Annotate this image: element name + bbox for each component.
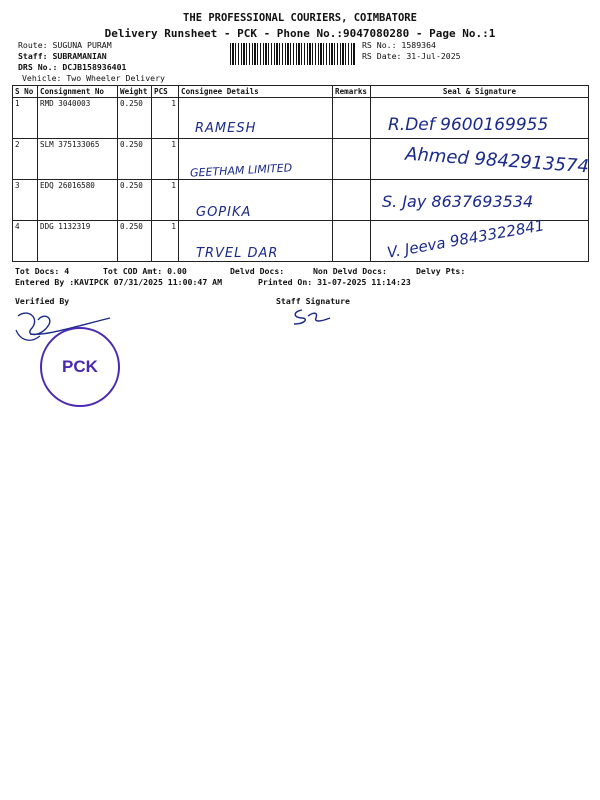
cell-remarks — [333, 98, 371, 139]
barcode — [230, 43, 356, 65]
cell-pcs: 1 — [152, 139, 179, 180]
runsheet-subtitle: Delivery Runsheet - PCK - Phone No.:9047080280 - Page No.:1 — [104, 27, 496, 40]
cell-consignment: DDG 1132319 — [38, 221, 118, 262]
staff-text: Staff: SUBRAMANIAN — [18, 51, 107, 61]
rs-number: RS No.: 1589364 — [362, 40, 436, 50]
handwritten-consignee: GEETHAM LIMITED — [189, 161, 293, 180]
pck-stamp — [40, 327, 120, 407]
cell-sno: 3 — [13, 180, 38, 221]
cell-pcs: 1 — [152, 180, 179, 221]
cell-weight: 0.250 — [118, 180, 152, 221]
company-title: THE PROFESSIONAL COURIERS, COIMBATORE — [183, 12, 417, 24]
col-consignee: Consignee Details — [179, 86, 333, 98]
entered-by: Entered By :KAVIPCK 07/31/2025 11:00:47 AM — [15, 277, 223, 287]
handwritten-signature: Ahmed 9842913574 — [404, 143, 590, 178]
handwritten-consignee: GOPIKA — [196, 205, 252, 220]
cell-sno: 1 — [13, 98, 38, 139]
handwritten-consignee: RAMESH — [195, 121, 257, 136]
col-seal-signature: Seal & Signature — [371, 86, 589, 98]
cell-pcs: 1 — [152, 98, 179, 139]
stamp-text: PCK — [62, 357, 98, 376]
cell-weight: 0.250 — [118, 98, 152, 139]
handwritten-consignee: TRVEL DAR — [196, 246, 279, 261]
rs-date: RS Date: 31-Jul-2025 — [362, 51, 461, 61]
col-weight: Weight — [118, 86, 152, 98]
delivered-docs: Delvd Docs: — [230, 266, 285, 276]
handwritten-signature: S. Jay 8637693534 — [382, 192, 534, 211]
cell-consignment: EDQ 26016580 — [38, 180, 118, 221]
total-docs: Tot Docs: 4 — [15, 266, 70, 276]
cell-sno: 4 — [13, 221, 38, 262]
delivery-points: Delvy Pts: — [416, 266, 466, 276]
drs-number: DRS No.: DCJB158936401 — [18, 62, 127, 72]
verified-by-label: Verified By — [15, 296, 70, 306]
non-delivered-docs: Non Delvd Docs: — [313, 266, 387, 276]
cell-weight: 0.250 — [118, 139, 152, 180]
cell-remarks — [333, 139, 371, 180]
table-header-row — [13, 86, 589, 98]
col-pcs: PCS — [152, 86, 179, 98]
handwritten-signature: R.Def 9600169955 — [388, 115, 549, 135]
col-remarks: Remarks — [333, 86, 371, 98]
col-consignment: Consignment No — [38, 86, 118, 98]
staff-signature-label: Staff Signature — [276, 296, 350, 306]
cell-pcs: 1 — [152, 221, 179, 262]
cell-sno: 2 — [13, 139, 38, 180]
cell-consignment: SLM 375133065 — [38, 139, 118, 180]
staff-signature — [286, 306, 336, 328]
col-sno: S No — [13, 86, 38, 98]
vehicle-text: Vehicle: Two Wheeler Delivery — [22, 73, 165, 83]
cell-remarks — [333, 180, 371, 221]
cell-remarks — [333, 221, 371, 262]
total-cod-amount: Tot COD Amt: 0.00 — [103, 266, 187, 276]
route-text: Route: SUGUNA PURAM — [18, 40, 112, 50]
cell-weight: 0.250 — [118, 221, 152, 262]
printed-on: Printed On: 31-07-2025 11:14:23 — [258, 277, 411, 287]
handwritten-signature: V. Jeeva 9843322841 — [385, 216, 546, 262]
cell-consignment: RMD 3040003 — [38, 98, 118, 139]
